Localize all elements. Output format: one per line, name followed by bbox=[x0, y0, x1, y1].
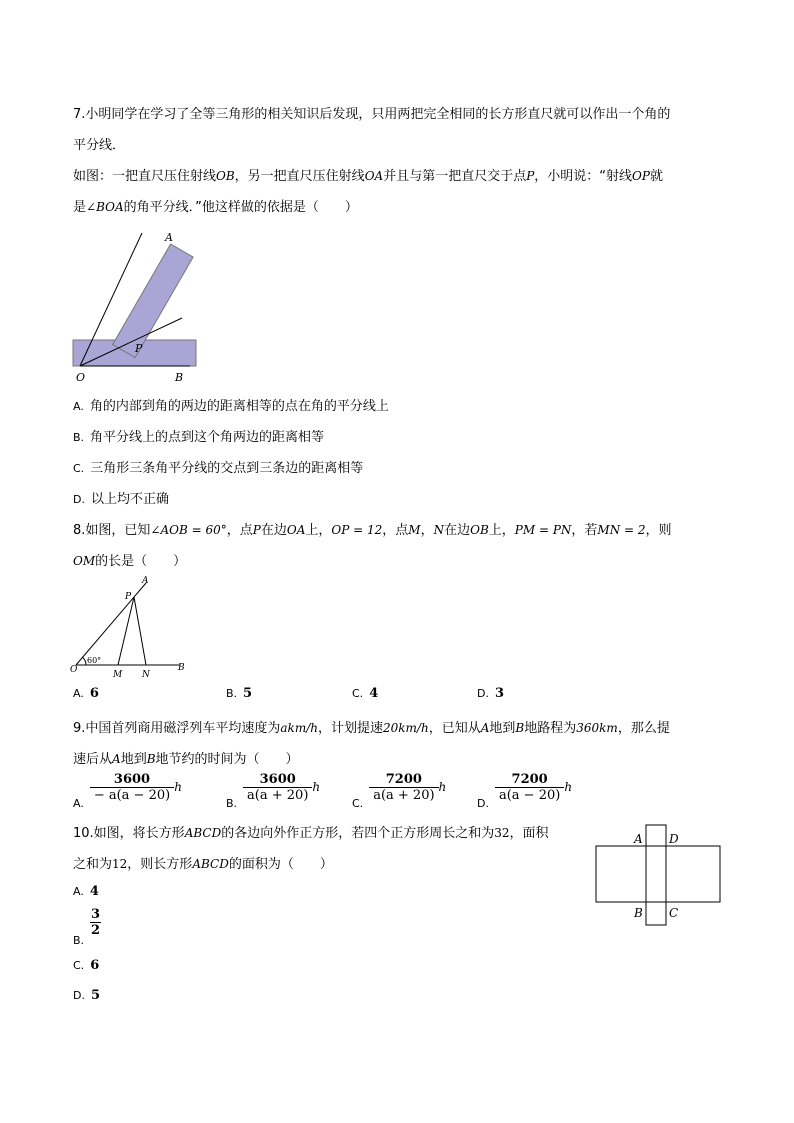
option-text: 以上均不正确 bbox=[90, 492, 169, 507]
q8-text-line1 bbox=[73, 519, 672, 538]
q8-text-line2 bbox=[73, 550, 186, 569]
text: 在边 bbox=[260, 523, 287, 538]
label-d: D bbox=[669, 832, 679, 846]
q10-option-c[interactable] bbox=[73, 958, 99, 973]
text: ，计划提速 bbox=[317, 721, 383, 736]
vertical-strip bbox=[646, 825, 666, 925]
text: ，面积 bbox=[509, 826, 549, 841]
math: OA bbox=[286, 523, 306, 537]
option-label: D. bbox=[73, 493, 85, 506]
option-label: B. bbox=[226, 797, 238, 810]
label-a: A bbox=[165, 231, 173, 244]
q7-text-line3 bbox=[73, 165, 663, 184]
text: ，已知从 bbox=[428, 721, 481, 736]
unit: h bbox=[564, 780, 573, 794]
text: 9.中国首列商用磁浮列车平均速度为 bbox=[73, 721, 281, 736]
segment-pm bbox=[118, 597, 134, 665]
text: 地节约的时间为（ ） bbox=[155, 752, 299, 767]
q8-angle-figure bbox=[68, 573, 193, 683]
q9-option-c[interactable] bbox=[352, 772, 446, 810]
text: 上， bbox=[305, 523, 332, 538]
text: ，点 bbox=[382, 523, 409, 538]
denominator: a(a − 20) bbox=[495, 787, 564, 803]
unit: h bbox=[438, 780, 447, 794]
text: ，另一把直尺压住射线 bbox=[234, 169, 365, 184]
numerator: 7200 bbox=[385, 772, 422, 787]
math: N bbox=[433, 523, 445, 537]
q9-text-line1 bbox=[73, 717, 670, 736]
math: OP = 12 bbox=[331, 523, 383, 537]
ray-oa bbox=[76, 583, 146, 665]
q7-option-c[interactable] bbox=[73, 457, 363, 476]
fraction bbox=[90, 907, 101, 938]
q8-option-c[interactable] bbox=[352, 686, 378, 701]
denominator: a(a + 20) bbox=[369, 787, 438, 803]
text: 是 bbox=[73, 200, 87, 215]
option-label: A. bbox=[73, 400, 84, 413]
math: M bbox=[408, 523, 421, 537]
label-m: M bbox=[113, 670, 123, 680]
text: 速后从 bbox=[73, 752, 113, 767]
math: 20km/h bbox=[383, 721, 429, 735]
q9-option-d[interactable] bbox=[477, 772, 572, 810]
q10-text-line1 bbox=[73, 822, 549, 841]
label-b: B bbox=[178, 663, 185, 673]
option-label: A. bbox=[73, 797, 84, 810]
label-a: A bbox=[634, 832, 643, 846]
option-text: 角平分线上的点到这个角两边的距离相等 bbox=[90, 430, 325, 445]
text: ， bbox=[420, 523, 434, 538]
option-label: C. bbox=[352, 687, 364, 700]
text: ，点 bbox=[226, 523, 253, 538]
q9-option-b[interactable] bbox=[226, 772, 320, 810]
fraction bbox=[495, 772, 564, 803]
q7-text-line2: 平分线． bbox=[73, 138, 126, 153]
option-value: 3 bbox=[494, 686, 505, 701]
math: OB bbox=[216, 169, 235, 183]
option-label: B. bbox=[73, 934, 85, 947]
q7-option-b[interactable] bbox=[73, 426, 324, 445]
option-value: 4 bbox=[89, 884, 99, 899]
math: ABCD bbox=[192, 857, 229, 871]
option-value: 5 bbox=[243, 686, 253, 701]
text: 上， bbox=[488, 523, 515, 538]
label-n: N bbox=[142, 670, 150, 680]
q7-option-a[interactable] bbox=[73, 395, 389, 414]
segment-pn bbox=[134, 597, 146, 665]
q10-option-b[interactable] bbox=[73, 907, 101, 947]
option-label: C. bbox=[352, 797, 364, 810]
q10-option-d[interactable] bbox=[73, 988, 100, 1003]
option-text: 角的内部到角的两边的距离相等的点在角的平分线上 bbox=[89, 399, 389, 414]
q8-option-a[interactable] bbox=[73, 686, 99, 701]
label-p: P bbox=[125, 592, 132, 602]
math: ∠AOB = 60° bbox=[150, 523, 227, 537]
option-label: B. bbox=[73, 431, 85, 444]
text: ，则长方形 bbox=[127, 857, 193, 872]
label-o: O bbox=[70, 665, 78, 675]
text: 地到 bbox=[489, 721, 516, 736]
numerator: 3600 bbox=[259, 772, 296, 787]
numerator: 7200 bbox=[511, 772, 548, 787]
math: MN = 2 bbox=[597, 523, 646, 537]
option-text: 三角形三条角平分线的交点到三条边的距离相等 bbox=[90, 461, 364, 476]
text: ，小明说：“射线 bbox=[534, 169, 633, 184]
math: OB bbox=[470, 523, 489, 537]
math: OM bbox=[73, 554, 96, 568]
text: 地到 bbox=[120, 752, 147, 767]
label-p: P bbox=[135, 342, 143, 355]
text: 8.如图，已知 bbox=[73, 523, 151, 538]
option-label: D. bbox=[477, 797, 489, 810]
option-label: C. bbox=[73, 462, 85, 475]
option-value: 4 bbox=[369, 686, 379, 701]
math: PM = PN bbox=[514, 523, 572, 537]
text: 并且与第一把直尺交于点 bbox=[383, 169, 527, 184]
math: 12 bbox=[112, 857, 128, 871]
text: ，那么提 bbox=[617, 721, 670, 736]
text: 10.如图，将长方形 bbox=[73, 826, 185, 841]
text: 的面积为（ ） bbox=[228, 857, 333, 872]
text: ，若 bbox=[571, 523, 598, 538]
label-a: A bbox=[142, 576, 149, 586]
option-label: D. bbox=[477, 687, 489, 700]
q8-option-b[interactable] bbox=[226, 686, 252, 701]
label-b: B bbox=[175, 371, 184, 384]
label-b: B bbox=[634, 906, 643, 920]
q9-option-a[interactable] bbox=[73, 772, 182, 810]
q7-text-line4 bbox=[73, 196, 358, 215]
label-angle: 60° bbox=[87, 656, 102, 665]
numerator: 3600 bbox=[113, 772, 151, 787]
q10-option-a[interactable] bbox=[73, 884, 99, 899]
text: 如图：一把直尺压住射线 bbox=[73, 169, 217, 184]
text: 的角平分线．”他这样做的依据是（ ） bbox=[123, 200, 358, 215]
math: B bbox=[515, 721, 525, 735]
option-label: B. bbox=[226, 687, 238, 700]
q7-option-d[interactable] bbox=[73, 488, 169, 507]
unit: h bbox=[312, 780, 321, 794]
option-label: D. bbox=[73, 989, 85, 1002]
q8-option-d[interactable] bbox=[477, 686, 504, 701]
angle-arc bbox=[82, 657, 86, 665]
q9-text-line2 bbox=[73, 748, 299, 767]
label-o: O bbox=[76, 371, 86, 384]
text: ，则 bbox=[645, 523, 672, 538]
denominator: − a(a − 20) bbox=[90, 787, 174, 803]
text: 之和为 bbox=[73, 857, 113, 872]
math: A bbox=[480, 721, 490, 735]
denominator: a(a + 20) bbox=[243, 787, 312, 803]
fraction bbox=[243, 772, 312, 803]
option-label: A. bbox=[73, 687, 84, 700]
option-label: A. bbox=[73, 885, 84, 898]
text: 的长是（ ） bbox=[95, 554, 187, 569]
math: B bbox=[146, 752, 156, 766]
text: 在边 bbox=[444, 523, 471, 538]
option-value: 6 bbox=[89, 686, 99, 701]
math: A bbox=[112, 752, 121, 766]
q7-text-line1: 7.小明同学在学习了全等三角形的相关知识后发现，只用两把完全相同的长方形直尺就可以作出一个角的 bbox=[73, 107, 671, 122]
math: 32 bbox=[494, 826, 510, 840]
math: P bbox=[252, 523, 261, 537]
unit: h bbox=[174, 780, 182, 794]
math: ABCD bbox=[184, 826, 222, 840]
fraction bbox=[90, 772, 174, 803]
option-label: C. bbox=[73, 959, 85, 972]
math: OP bbox=[632, 169, 650, 183]
label-c: C bbox=[669, 906, 679, 920]
text: 地路程为 bbox=[524, 721, 577, 736]
numerator: 3 bbox=[91, 907, 101, 922]
text: 就 bbox=[649, 169, 663, 184]
math: akm/h bbox=[280, 721, 318, 735]
option-value: 6 bbox=[90, 958, 100, 973]
option-value: 5 bbox=[90, 988, 101, 1003]
text: 的各边向外作正方形，若四个正方形周长之和为 bbox=[221, 826, 495, 841]
math: ∠BOA bbox=[86, 200, 124, 214]
math: 360km bbox=[576, 721, 618, 735]
fraction bbox=[369, 772, 438, 803]
q7-ruler-figure bbox=[70, 228, 210, 384]
q10-text-line2 bbox=[73, 853, 333, 872]
denominator: 2 bbox=[91, 923, 101, 938]
math: P bbox=[526, 169, 535, 183]
q10-rectangle-figure bbox=[590, 820, 725, 930]
math: OA bbox=[364, 169, 384, 183]
